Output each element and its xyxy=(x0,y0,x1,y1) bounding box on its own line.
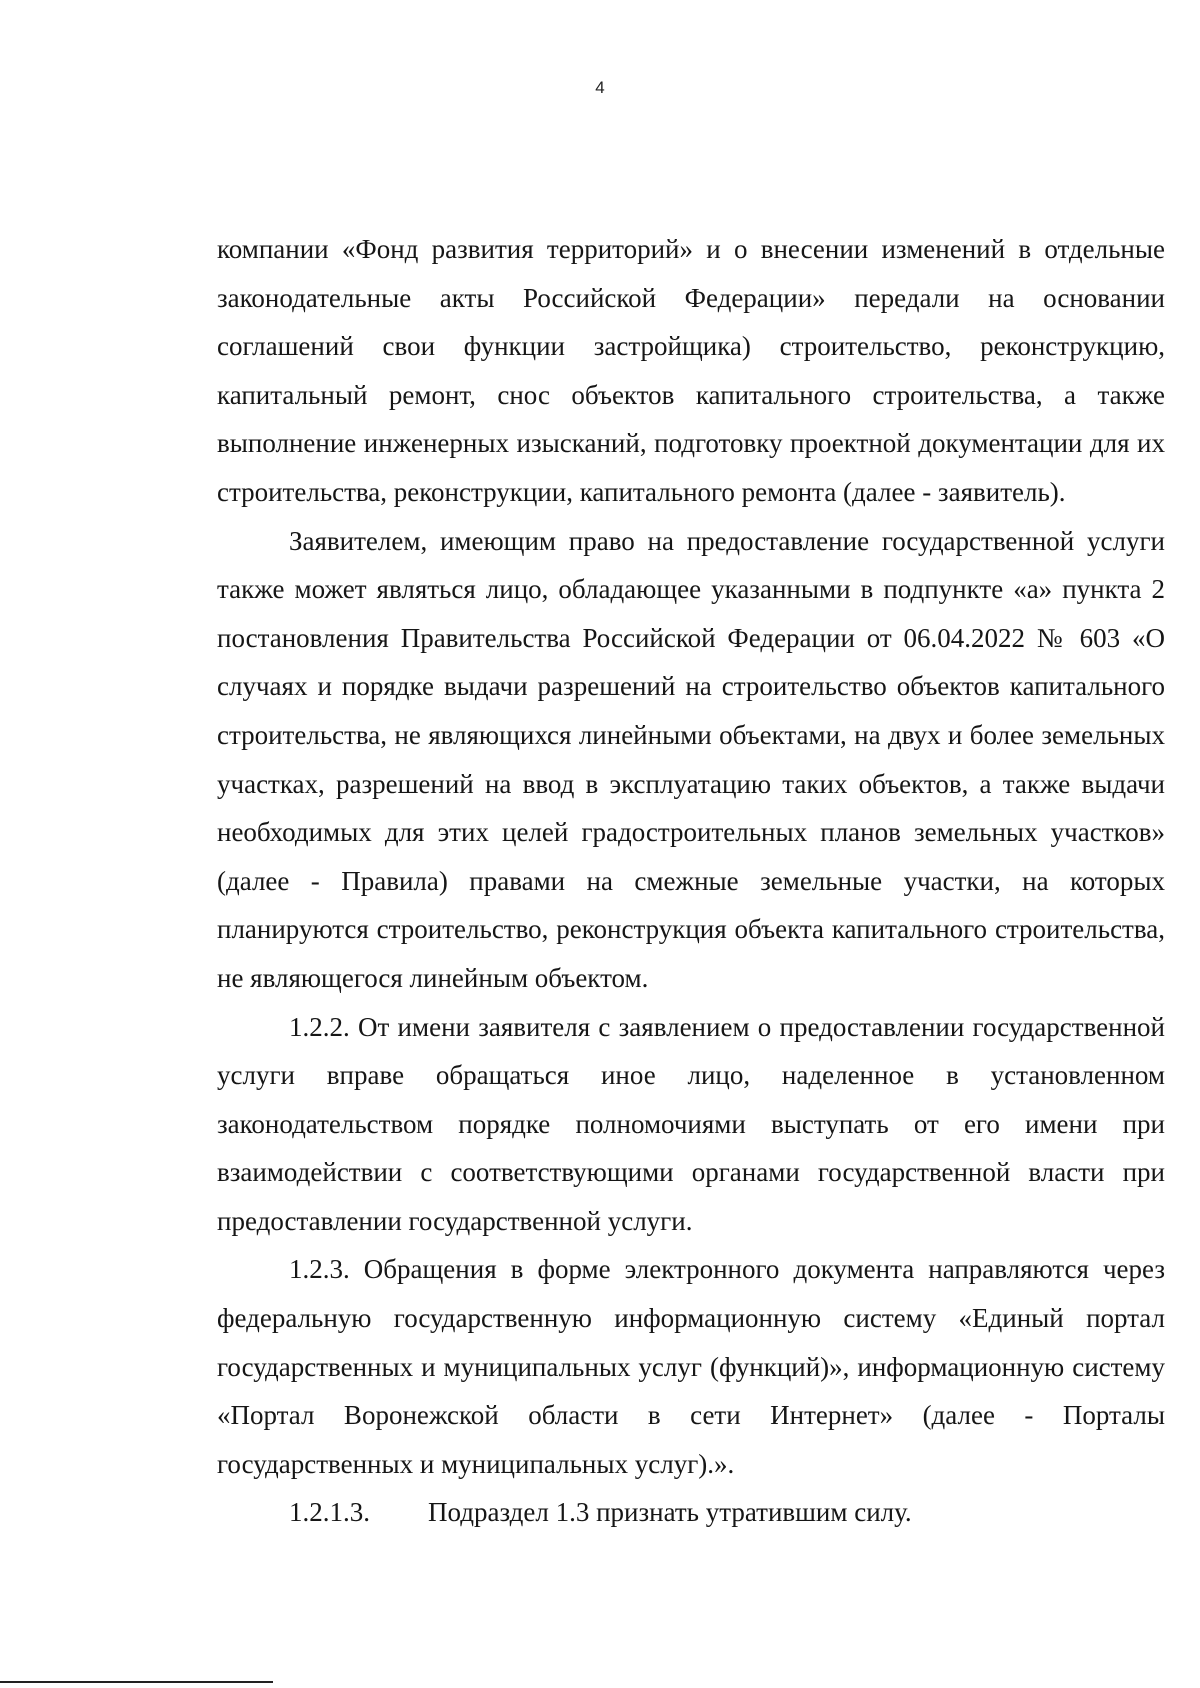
paragraph-continuation: компании «Фонд развития территорий» и о внесении изменений в отдельные законодательные акты Российской Федерации» передали на основании соглашений свои функции застройщика) строительство, реконструкцию, капитальный ремонт, снос объектов капитального строительства, а также выполнение инженерных изысканий, подготовку проектной документации для их строительства, реконструкции, капитального ремонта (далее - заявитель). xyxy=(217,234,1165,507)
item-1-2-1-3 xyxy=(217,1488,1165,1537)
paragraph-1-2-2: 1.2.2. От имени заявителя с заявлением о предоставлении государственной услуги вправе обращаться иное лицо, наделенное в установленном законодательством порядке полномочиями выступать от его имени при взаимодействии с соответствующими органами государственной власти при предоставлении государственной услуги. xyxy=(217,1011,1165,1236)
item-text: Подраздел 1.3 признать утратившим силу. xyxy=(428,1497,912,1528)
paragraph-applicant: Заявителем, имеющим право на предоставление государственной услуги также может являться лицо, обладающее указанными в подпункте «а» пункта 2 постановления Правительства Российской Федерации от 06.04.2022 № 603 «О случаях и порядке выдачи разрешений на строительство объектов капитального строительства, не являющихся линейными объектами, на двух и более земельных участках, разрешений на ввод в эксплуатацию таких объектов, а также выдачи необходимых для этих целей градостроительных планов земельных участков» (далее - Правила) правами на смежные земельные участки, на которых планируются строительство, реконструкция объекта капитального строительства, не являющегося линейным объектом. xyxy=(217,525,1165,993)
footnote-divider xyxy=(0,1681,273,1683)
item-number: 1.2.1.3. xyxy=(289,1497,370,1528)
page-number: 4 xyxy=(595,78,605,97)
document-body xyxy=(217,225,1165,1537)
paragraph-1-2-3: 1.2.3. Обращения в форме электронного документа направляются через федеральную государственную информационную систему «Единый портал государственных и муниципальных услуг (функций)», информационную систему «Портал Воронежской области в сети Интернет» (далее - Порталы государственных и муниципальных услуг).». xyxy=(217,1254,1165,1479)
